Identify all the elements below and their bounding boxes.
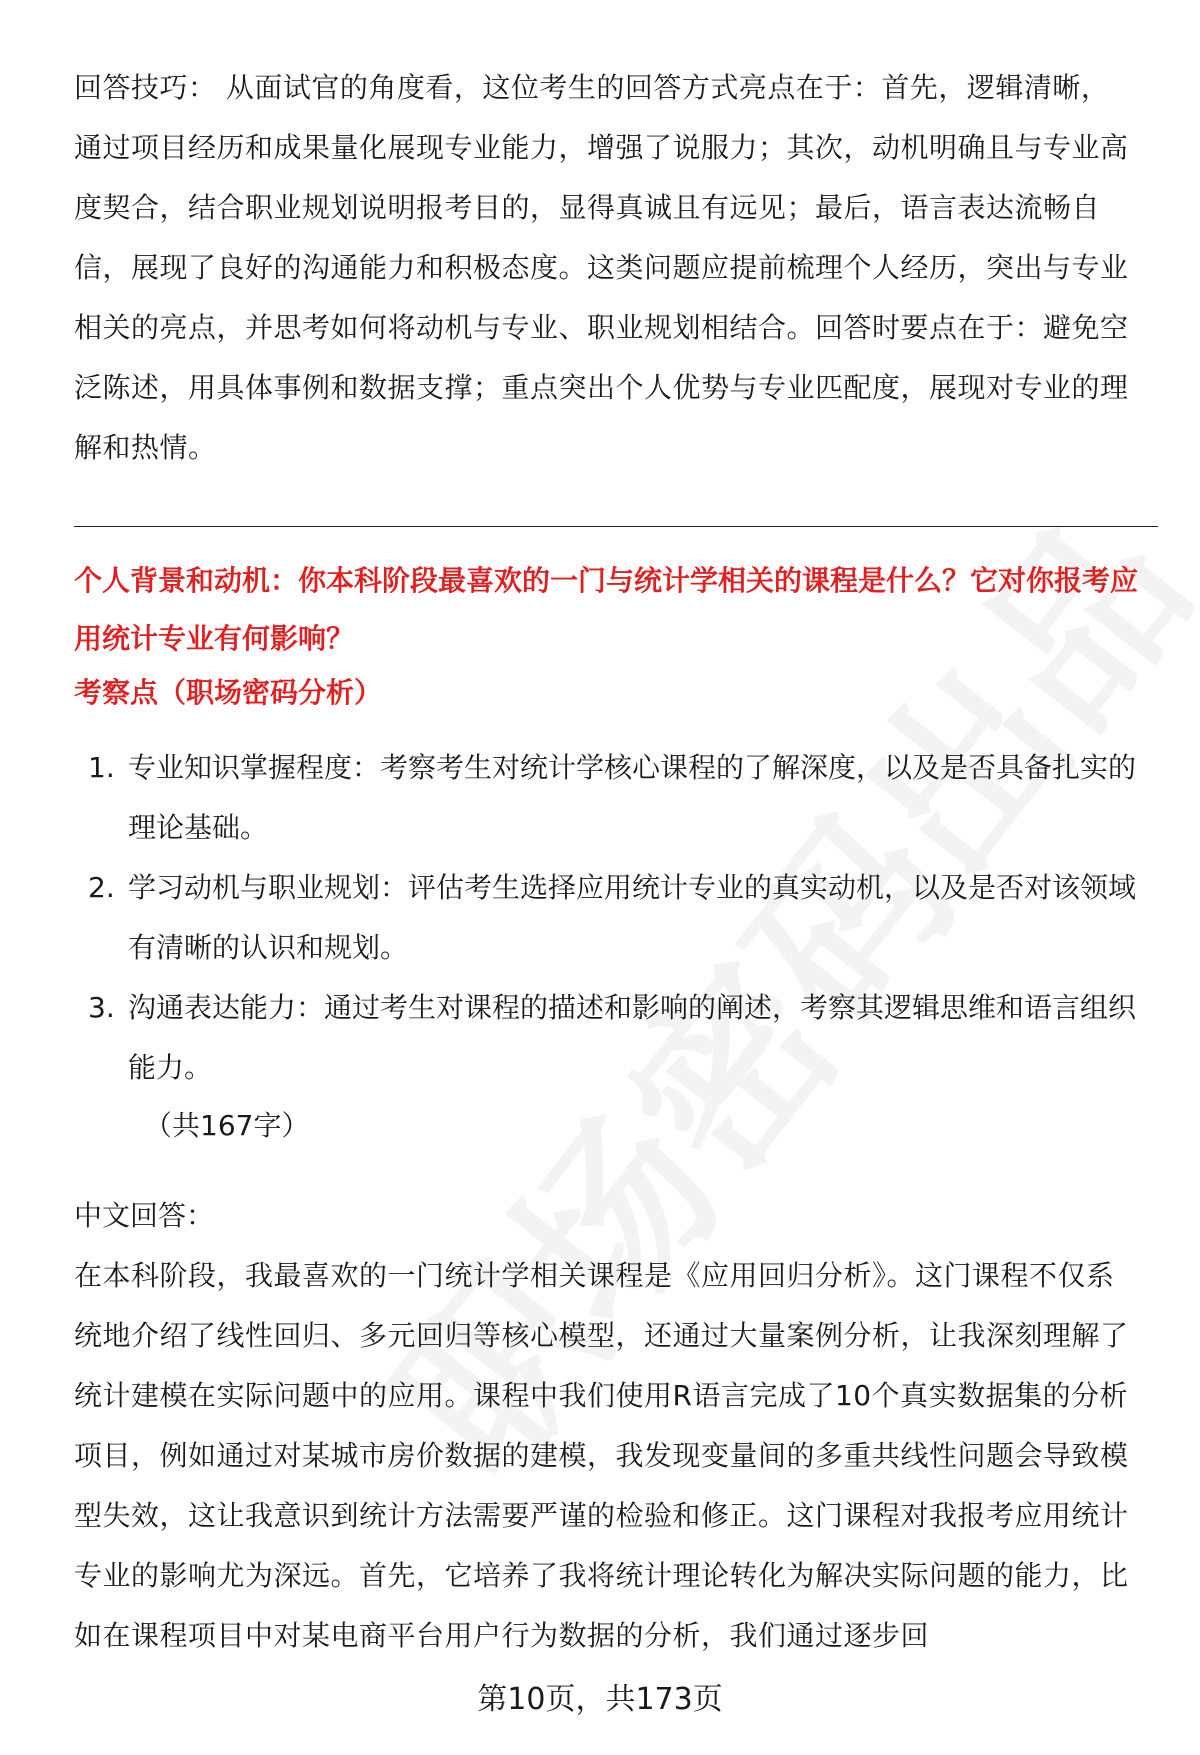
list-number: 1.: [88, 751, 115, 784]
character-count: （共167字）: [144, 1109, 310, 1142]
list-item-text: 学习动机与职业规划：评估考生选择应用统计专业的真实动机，以及是否对该领域有清晰的认识和规划。: [128, 871, 1137, 964]
list-number: 3.: [88, 991, 115, 1024]
page-number: 第10页，共173页: [477, 1682, 723, 1717]
answer-label: 中文回答：: [74, 1199, 215, 1232]
answer-paragraph: 在本科阶段，我最喜欢的一门统计学相关课程是《应用回归分析》。这门课程不仅系统地介绍了线性回归、多元回归等核心模型，还通过大量案例分析，让我深刻理解了统计建模在实际问题中的应用。课程中我们使用R语言完成了10个真实数据集的分析项目，例如通过对某城市房价数据的建模，我发现变量间的多重共线性问题会导致模型失效，这让我意识到统计方法需要严谨的检验和修正。这门课程对我报考应用统计专业的影响尤为深远。首先，它培养了我将统计理论转化为解决实际问题的能力，比如在课程项目中对某电商平台用户行为数据的分析，我们通过逐步回: [74, 1259, 1129, 1652]
focus-list: [74, 738, 1154, 1098]
list-item-text: 专业知识掌握程度：考察考生对统计学核心课程的了解深度，以及是否具备扎实的理论基础。: [128, 751, 1137, 844]
list-item: [74, 858, 1154, 978]
list-item-text: 沟通表达能力：通过考生对课程的描述和影响的阐述，考察其逻辑思维和语言组织能力。: [128, 991, 1137, 1084]
interview-question: 个人背景和动机：你本科阶段最喜欢的一门与统计学相关的课程是什么？它对你报考应用统计专业有何影响？: [74, 564, 1139, 655]
list-number: 2.: [88, 871, 115, 904]
list-item: [74, 978, 1154, 1098]
answer-tips-paragraph: 回答技巧： 从面试官的角度看，这位考生的回答方式亮点在于：首先，逻辑清晰，通过项目经历和成果量化展现专业能力，增强了说服力；其次，动机明确且与专业高度契合，结合职业规划说明报考目的，显得真诚且有远见；最后，语言表达流畅自信，展现了良好的沟通能力和积极态度。这类问题应提前梳理个人经历，突出与专业相关的亮点，并思考如何将动机与专业、职业规划相结合。回答时要点在于：避免空泛陈述，用具体事例和数据支撑；重点突出个人优势与专业匹配度，展现对专业的理解和热情。: [74, 71, 1129, 464]
list-item: [74, 738, 1154, 858]
focus-heading: 考察点（职场密码分析）: [74, 676, 383, 709]
section-divider: [74, 526, 1158, 527]
